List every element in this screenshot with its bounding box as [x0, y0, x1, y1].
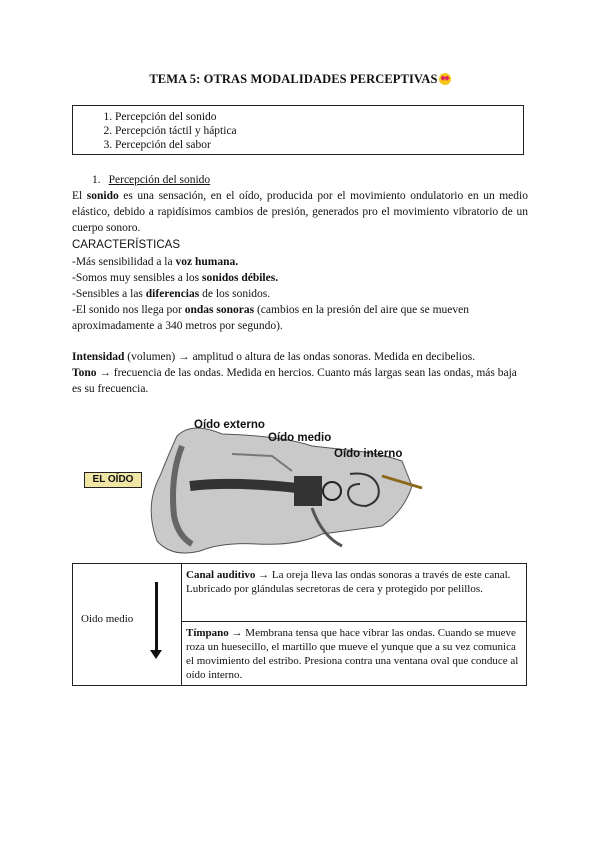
paragraph-sonido: El sonido es una sensación, en el oído, producida por el movimiento ondulatorio en un medio elástico, debido a rapidísimos cambios de presión, generados pro el movimiento vibratorio de un cuerpo sonoro.	[72, 190, 528, 234]
toc-item: 2. Percepción táctil y háptica	[115, 124, 523, 138]
ear-figure-label: EL OÍDO	[84, 472, 142, 488]
caracteristicas-heading: CARACTERÍSTICAS	[72, 239, 180, 251]
outer-ear-label: Oído externo	[194, 419, 265, 431]
caracteristica-item: -Más sensibilidad a la voz humana.	[72, 256, 239, 268]
table-of-contents-box	[72, 105, 524, 155]
down-arrow-icon	[150, 650, 162, 659]
toc-item: 3. Percepción del sabor	[115, 138, 523, 152]
middle-ear-cell	[73, 564, 182, 686]
star-struck-emoji-icon	[439, 73, 451, 85]
caracteristica-item: -El sonido nos llega por ondas sonoras (cambios en la presión del aire que se mueven aproximadamente a 340 metros por segundo).	[72, 304, 469, 332]
canal-auditivo-cell: Canal auditivo → La oreja lleva las ondas sonoras a través de este canal. Lubricado por glándulas secretoras de cera y protegido por pelillos.	[182, 564, 527, 622]
middle-ear-label: Oído medio	[268, 432, 332, 444]
section-heading	[92, 174, 210, 186]
intensidad-paragraph: Intensidad (volumen) → amplitud o altura de las ondas sonoras. Medida en decibelios.	[72, 351, 476, 363]
table-row	[73, 564, 527, 622]
caracteristica-item: -Somos muy sensibles a los sonidos débiles.	[72, 272, 279, 284]
page-title: TEMA 5: OTRAS MODALIDADES PERCEPTIVAS	[0, 72, 600, 87]
inner-ear-label: Oído interno	[334, 448, 403, 460]
caracteristica-item: -Sensibles a las diferencias de los sonidos.	[72, 288, 271, 300]
section-number: 1.	[92, 174, 101, 186]
tono-paragraph: Tono → frecuencia de las ondas. Medida en hercios. Cuanto más largas sean las ondas, más baja es su frecuencia.	[72, 367, 517, 395]
section-title: Percepción del sonido	[108, 174, 211, 186]
timpano-cell: Tímpano → Membrana tensa que hace vibrar las ondas. Cuando se mueve roza un huesecillo, el martillo que mueve el yunque que a su vez comunica el movimiento del estribo. Presiona contra una ventana oval que conduce al oído interno.	[182, 622, 527, 686]
down-arrow-shaft	[155, 582, 158, 652]
toc-item: 1. Percepción del sonido	[115, 110, 523, 124]
middle-ear-cell-label: Oido medio	[81, 613, 134, 625]
middle-ear-table	[72, 563, 527, 686]
ear-anatomy-illustration	[82, 416, 442, 566]
